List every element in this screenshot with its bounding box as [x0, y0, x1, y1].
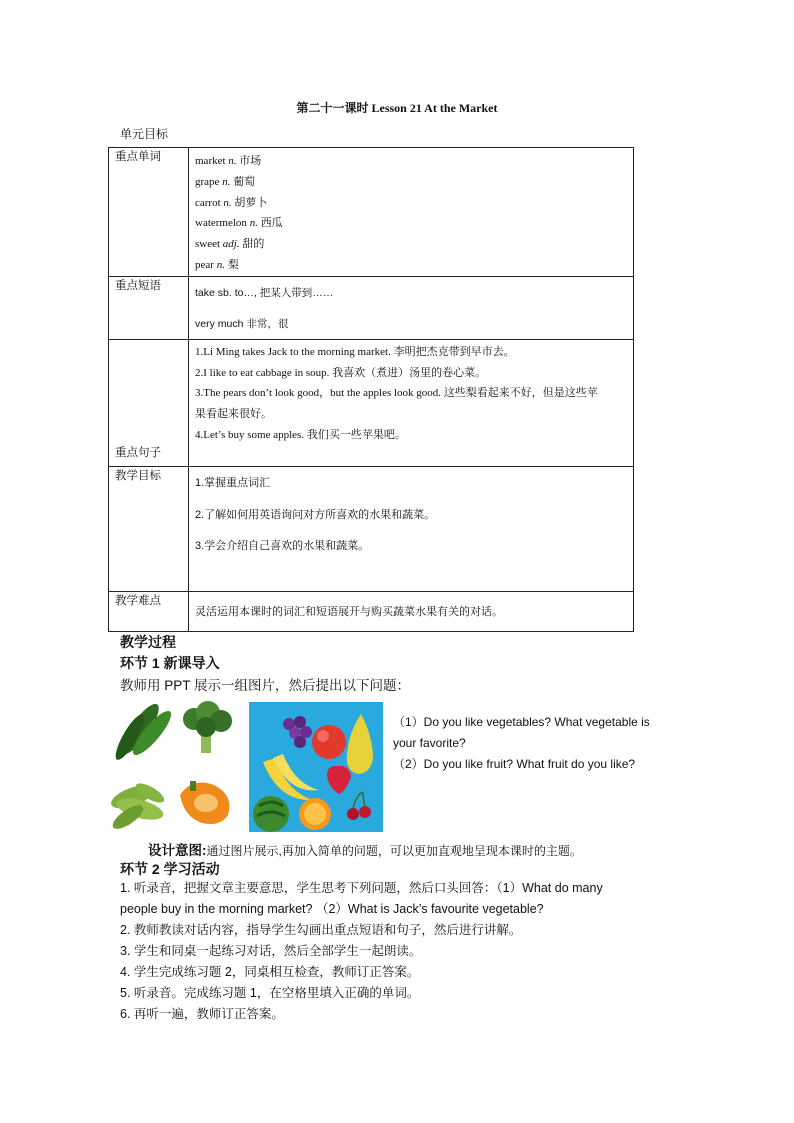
vocab-pos: n. — [228, 155, 237, 167]
vocab-word: pear — [195, 258, 217, 271]
vocab-pos: adj. — [222, 238, 240, 251]
vocab-item — [195, 213, 633, 234]
vocab-pos: n. — [249, 217, 258, 230]
vegetables-image — [110, 699, 238, 829]
vocab-meaning: 胡萝卜 — [231, 196, 268, 209]
unit-goal-label: 单元目标 — [120, 127, 169, 141]
difficulty-text: 灵活运用本课时的词汇和短语展开与购买蔬菜水果有关的对话。 — [195, 606, 503, 619]
phrases-label: 重点短语 — [109, 276, 189, 339]
difficulty-label: 教学难点 — [109, 591, 189, 631]
vocab-label: 重点单词 — [109, 148, 189, 277]
vocab-pos: n. — [222, 175, 231, 188]
sentence-item: 4.Let’s buy some apples. 我们买一些苹果吧。 — [195, 428, 406, 441]
goal-item: 2.了解如何用英语询问对方所喜欢的水果和蔬菜。 — [195, 508, 436, 521]
vocab-meaning: 甜的 — [239, 238, 265, 251]
lesson-plan-table — [108, 147, 634, 632]
design-intent-label: 设计意图: — [148, 843, 207, 858]
vocab-pos: n. — [216, 258, 225, 271]
page-title: 第二十一课时 Lesson 21 At the Market — [296, 101, 498, 115]
step2-heading: 环节 2 学习活动 — [120, 861, 220, 877]
activity-item: 2. 教师教读对话内容，指导学生勾画出重点短语和句子，然后进行讲解。 — [120, 923, 522, 937]
watermelon-illustration — [253, 796, 289, 832]
step1-heading: 环节 1 新课导入 — [120, 655, 220, 671]
step1-intro: 教师用 PPT 展示一组图片，然后提出以下问题： — [120, 678, 411, 693]
sentence-item: 2.I like to eat cabbage in soup. 我喜欢（煮进）汤里的卷心菜。 — [195, 366, 487, 379]
goal-item: 3.学会介绍自己喜欢的水果和蔬菜。 — [195, 539, 370, 552]
vocab-item — [195, 172, 633, 193]
activity-item: 1. 听录音，把握文章主要意思，学生思考下列问题，然后口头回答：（1）What do many — [120, 881, 603, 895]
activity-item: people buy in the morning market? （2）What is Jack’s favourite vegetable? — [120, 902, 544, 916]
design-intent-text: 通过图片展示,再加入简单的问题，可以更加直观地呈现本课时的主题。 — [206, 844, 582, 858]
vocab-pos: n. — [223, 196, 232, 209]
intro-questions — [393, 712, 683, 775]
sentence-item: 1.Li Ming takes Jack to the morning market. 李明把杰克带到早市去。 — [195, 345, 515, 358]
vocab-word: market — [195, 155, 229, 167]
sentences-label: 重点句子 — [109, 339, 189, 466]
vocab-word: grape — [195, 175, 223, 188]
sentence-item: 3.The pears don’t look good，but the apples look good. 这些梨看起来不好，但是这些苹 — [195, 387, 598, 400]
question-2: （2）Do you like fruit? What fruit do you like? — [393, 757, 636, 771]
activity-item: 4. 学生完成练习题 2，同桌相互检查，教师订正答案。 — [120, 965, 420, 979]
vocab-word: watermelon — [195, 217, 250, 230]
vocab-item — [195, 193, 633, 214]
process-heading: 教学过程 — [120, 634, 176, 650]
question-1a: （1）Do you like vegetables? What vegetable is — [393, 715, 650, 729]
fruits-image — [249, 702, 383, 832]
orange-illustration — [299, 798, 331, 830]
vocab-meaning: 梨 — [224, 258, 239, 271]
question-1b: your favorite? — [393, 736, 466, 750]
vocab-item — [195, 234, 633, 255]
goal-item: 1.掌握重点词汇 — [195, 476, 271, 489]
step2-list — [120, 878, 680, 1025]
goals-label: 教学目标 — [109, 466, 189, 591]
activity-item: 5. 听录音。完成练习题 1，在空格里填入正确的单词。 — [120, 986, 420, 1000]
activity-item: 6. 再听一遍，教师订正答案。 — [120, 1007, 284, 1021]
vocab-list — [195, 151, 633, 276]
design-intent — [148, 839, 582, 859]
phrase-item: take sb. to…, 把某人带到…… — [195, 286, 334, 299]
phrase-item: very much 非常，很 — [195, 317, 289, 330]
vocab-meaning: 葡萄 — [230, 175, 256, 188]
vocab-meaning: 西瓜 — [257, 217, 283, 230]
vocab-item — [195, 151, 633, 172]
sentence-item: 果看起来很好。 — [195, 408, 272, 421]
vocab-word: sweet — [195, 238, 223, 251]
activity-item: 3. 学生和同桌一起练习对话，然后全部学生一起朗读。 — [120, 944, 422, 958]
apple-illustration — [312, 725, 346, 759]
vocab-word: carrot — [195, 196, 224, 209]
vocab-item — [195, 255, 633, 276]
vocab-meaning: 市场 — [236, 155, 262, 167]
